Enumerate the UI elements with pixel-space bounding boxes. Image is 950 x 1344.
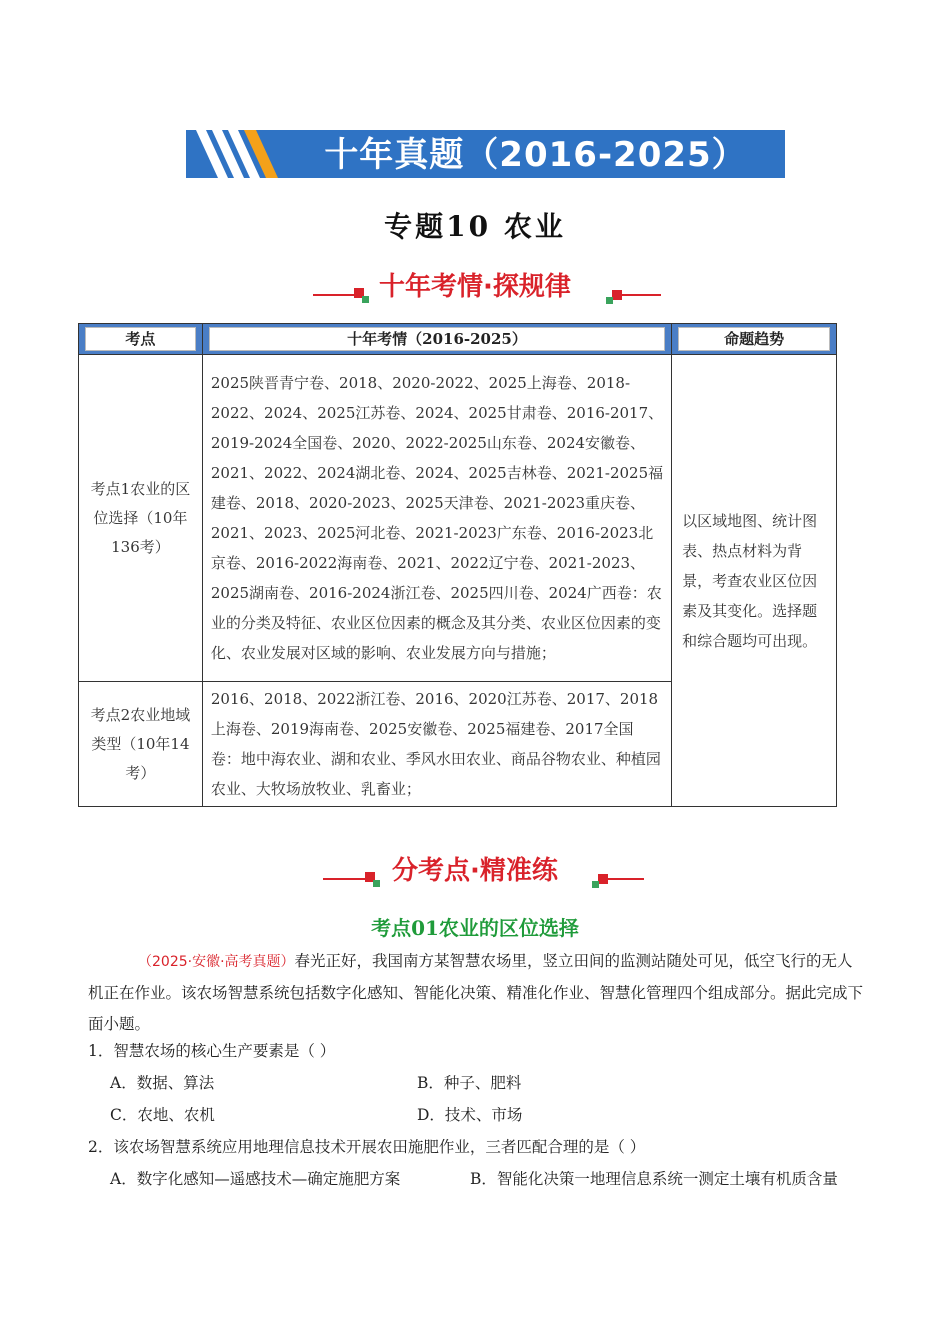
topic-title: 专题10 农业 bbox=[384, 210, 566, 243]
exam-point-cell: 考点1农业的区位选择（10年136考） bbox=[79, 355, 203, 682]
table-row bbox=[79, 355, 837, 682]
section-title: 分考点·精准练 bbox=[392, 856, 558, 886]
exam-point-cell: 考点2农业地域类型（10年14考） bbox=[79, 682, 203, 807]
trend-cell: 以区域地图、统计图表、热点材料为背景，考查农业区位因素及其变化。选择题和综合题均可出现。 bbox=[672, 355, 837, 807]
exam-summary-table bbox=[78, 323, 837, 807]
section-heading-trends bbox=[0, 266, 950, 303]
exam-point-title: 考点01农业的区位选择 bbox=[371, 916, 579, 940]
exam-years-cell: 2016、2018、2022浙江卷、2016、2020江苏卷、2017、2018上海卷、2019海南卷、2025安徽卷、2025福建卷、2017全国卷：地中海农业、湖和农业、季风水田农业、商品谷物农业、种植园农业、大牧场放牧业、乳畜业； bbox=[202, 682, 671, 807]
banner-title: 十年真题（2016-2025） bbox=[324, 135, 747, 175]
table-header-cell: 命题趋势 bbox=[672, 324, 837, 355]
option-a[interactable]: A．数字化感知—遥感技术—确定施肥方案 bbox=[110, 1170, 401, 1188]
option-b[interactable]: B．种子、肥料 bbox=[417, 1074, 522, 1092]
option-d[interactable]: D．技术、市场 bbox=[417, 1106, 523, 1124]
table-header-cell: 十年考情（2016-2025） bbox=[202, 324, 671, 355]
intro-text: 春光正好，我国南方某智慧农场里，竖立田间的监测站随处可见，低空飞行的无人机正在作业。该农场智慧系统包括数字化感知、智能化决策、精准化作业、智慧化管理四个组成部分。据此完成下面小题。 bbox=[88, 952, 864, 1033]
option-a[interactable]: A．数据、算法 bbox=[110, 1074, 215, 1092]
question-source: （2025·安徽·高考真题） bbox=[138, 954, 295, 970]
table-header-row bbox=[79, 324, 837, 355]
header-banner bbox=[186, 130, 785, 178]
table-header-cell: 考点 bbox=[79, 324, 203, 355]
question-intro bbox=[88, 946, 868, 1040]
exam-years-cell: 2025陕晋青宁卷、2018、2020-2022、2025上海卷、2018-2022、2024、2025江苏卷、2024、2025甘肃卷、2016-2017、2019-2024全国卷、2020、2022-2025山东卷、2024安徽卷、2021、2022、2024湖北卷、2024、2025吉林卷、2021-2025福建卷、2018、2020-2023、2025天津卷、2021-2023重庆卷、2021、2023、2025河北卷、2021-2023广东卷、2016-2023北京卷、2016-2022海南卷、2021、2022辽宁卷、2021-2023、2025湖南卷、2016-2024浙江卷、2025四川卷、2024广西卷：农业的分类及特征、农业区位因素的概念及其分类、农业区位因素的变化、农业发展对区域的影响、农业发展方向与措施； bbox=[202, 355, 671, 682]
question-stem: 1．智慧农场的核心生产要素是（ ） bbox=[88, 1042, 336, 1060]
section-title: 十年考情·探规律 bbox=[379, 272, 571, 302]
option-c[interactable]: C．农地、农机 bbox=[110, 1106, 215, 1124]
option-b[interactable]: B．智能化决策一地理信息系统一测定土壤有机质含量 bbox=[470, 1170, 838, 1188]
section-heading-practice bbox=[0, 850, 950, 887]
question-stem: 2．该农场智慧系统应用地理信息技术开展农田施肥作业，三者匹配合理的是（ ） bbox=[88, 1138, 646, 1156]
